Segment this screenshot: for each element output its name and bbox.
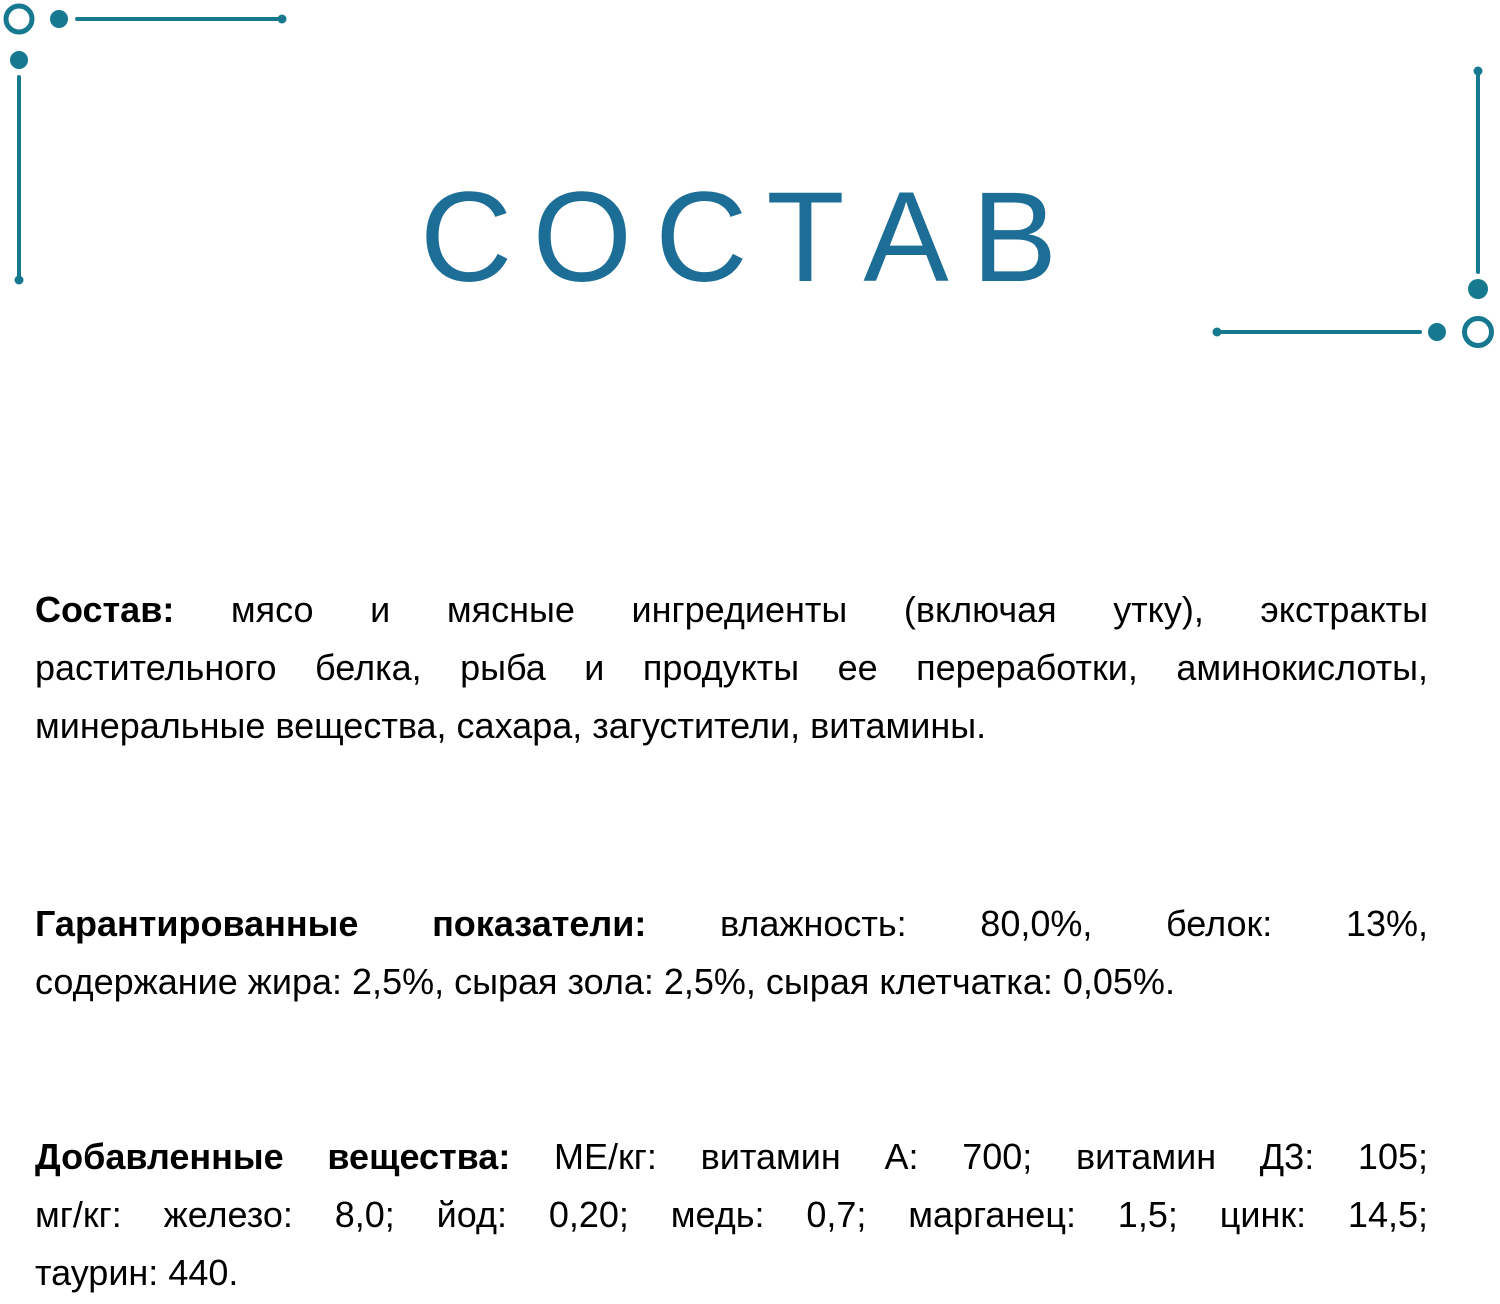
guaranteed-analysis-paragraph bbox=[35, 895, 1428, 1011]
ornament-dot-small bbox=[1474, 67, 1483, 76]
composition-text: минеральные вещества, сахара, загустители, витамины. bbox=[35, 705, 987, 746]
composition-text: мясо и мясные ингредиенты (включая утку), экстракты bbox=[174, 589, 1428, 630]
guaranteed-text: содержание жира: 2,5%, сырая зола: 2,5%, сырая клетчатка: 0,05%. bbox=[35, 961, 1175, 1002]
ornament-dot bbox=[1428, 323, 1446, 341]
guaranteed-line bbox=[35, 953, 1428, 1011]
guaranteed-lead-label: Гарантированные показатели: bbox=[35, 903, 647, 944]
additives-text: мг/кг: железо: 8,0; йод: 0,20; медь: 0,7; марганец: 1,5; цинк: 14,5; bbox=[35, 1194, 1428, 1235]
composition-line bbox=[35, 581, 1428, 639]
additives-paragraph bbox=[35, 1128, 1428, 1302]
guaranteed-text: влажность: 80,0%, белок: 13%, bbox=[646, 903, 1429, 944]
page-title: СОСТАВ bbox=[419, 165, 1081, 309]
ornament-ring bbox=[6, 6, 32, 32]
composition-text: растительного белка, рыба и продукты ее переработки, аминокислоты, bbox=[35, 647, 1428, 688]
ornament-dot-small bbox=[1213, 328, 1222, 337]
composition-paragraph bbox=[35, 581, 1428, 755]
composition-line bbox=[35, 697, 1428, 755]
composition-line bbox=[35, 639, 1428, 697]
additives-line bbox=[35, 1128, 1428, 1186]
ornament-ring bbox=[1465, 319, 1492, 346]
guaranteed-line bbox=[35, 895, 1428, 953]
composition-lead-label: Состав: bbox=[35, 589, 175, 630]
additives-line bbox=[35, 1244, 1428, 1302]
additives-text: таурин: 440. bbox=[35, 1252, 239, 1293]
additives-line bbox=[35, 1186, 1428, 1244]
additives-text: МЕ/кг: витамин А: 700; витамин Д3: 105; bbox=[510, 1136, 1428, 1177]
ornament-dot bbox=[10, 51, 28, 69]
ornament-dot-small bbox=[278, 15, 287, 24]
ornament-dot bbox=[50, 10, 68, 28]
additives-lead-label: Добавленные вещества: bbox=[35, 1136, 511, 1177]
